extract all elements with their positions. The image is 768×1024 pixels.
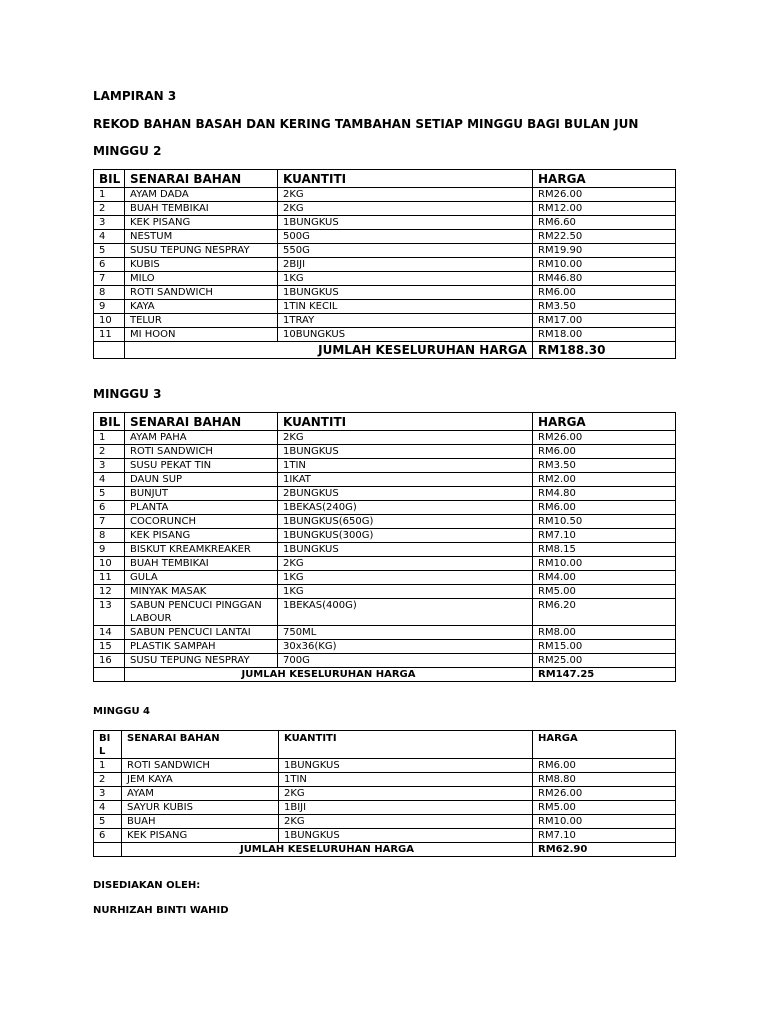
table-row — [94, 258, 676, 272]
cell-item: KEK PISANG — [125, 529, 278, 543]
table-row — [94, 328, 676, 342]
cell-qty: 2KG — [279, 815, 533, 829]
cell-qty: 30x36(KG) — [278, 640, 533, 654]
cell-item: SABUN PENCUCI PINGGAN LABOUR — [125, 599, 278, 626]
cell-bil: 4 — [94, 473, 125, 487]
cell-bil: 1 — [94, 759, 122, 773]
cell-qty: 700G — [278, 654, 533, 668]
total-row — [94, 843, 676, 857]
cell-price: RM26.00 — [533, 188, 676, 202]
cell-price: RM8.80 — [533, 773, 676, 787]
header-bil — [94, 731, 122, 759]
cell-item: MINYAK MASAK — [125, 585, 278, 599]
total-value: RM147.25 — [533, 668, 676, 682]
week2-title: MINGGU 2 — [93, 144, 162, 158]
cell-item: ROTI SANDWICH — [125, 286, 278, 300]
header-bil: BIL — [94, 413, 125, 431]
cell-bil: 14 — [94, 626, 125, 640]
cell-bil: 8 — [94, 529, 125, 543]
table-row — [94, 599, 676, 626]
cell-bil: 13 — [94, 599, 125, 626]
table-header-row — [94, 170, 676, 188]
cell-price: RM10.00 — [533, 557, 676, 571]
cell-price: RM12.00 — [533, 202, 676, 216]
header-item: SENARAI BAHAN — [125, 413, 278, 431]
table-row — [94, 459, 676, 473]
table-row — [94, 501, 676, 515]
cell-price: RM26.00 — [533, 431, 676, 445]
cell-bil: 7 — [94, 272, 125, 286]
cell-bil: 4 — [94, 230, 125, 244]
cell-price: RM25.00 — [533, 654, 676, 668]
cell-item: SAYUR KUBIS — [122, 801, 279, 815]
cell-price: RM6.20 — [533, 599, 676, 626]
cell-bil: 1 — [94, 431, 125, 445]
cell-item: BUAH — [122, 815, 279, 829]
table-row — [94, 829, 676, 843]
cell-qty: 1TIN — [278, 459, 533, 473]
table-row — [94, 473, 676, 487]
table-row — [94, 787, 676, 801]
cell-qty: 1BUNGKUS(300G) — [278, 529, 533, 543]
cell-qty: 1BUNGKUS — [279, 759, 533, 773]
prepared-by-label: DISEDIAKAN OLEH: — [93, 880, 201, 891]
week3-table — [93, 412, 676, 682]
table-row — [94, 202, 676, 216]
table-row — [94, 626, 676, 640]
cell-qty: 750ML — [278, 626, 533, 640]
cell-item: PLANTA — [125, 501, 278, 515]
cell-price: RM46.80 — [533, 272, 676, 286]
week4-table — [93, 730, 676, 857]
cell-qty: 550G — [278, 244, 533, 258]
cell-item: SUSU TEPUNG NESPRAY — [125, 654, 278, 668]
header-price: HARGA — [533, 731, 676, 759]
cell-item: MI HOON — [125, 328, 278, 342]
cell-price: RM6.00 — [533, 759, 676, 773]
cell-item: MILO — [125, 272, 278, 286]
cell-price: RM18.00 — [533, 328, 676, 342]
total-label: JUMLAH KESELURUHAN HARGA — [122, 843, 533, 857]
header-bil: BIL — [94, 170, 125, 188]
cell-price: RM26.00 — [533, 787, 676, 801]
table-row — [94, 314, 676, 328]
cell-bil: 7 — [94, 515, 125, 529]
cell-item: JEM KAYA — [122, 773, 279, 787]
table-row — [94, 272, 676, 286]
cell-bil: 8 — [94, 286, 125, 300]
table-row — [94, 773, 676, 787]
total-label: JUMLAH KESELURUHAN HARGA — [125, 668, 533, 682]
total-value: RM62.90 — [533, 843, 676, 857]
cell-bil: 5 — [94, 487, 125, 501]
table-row — [94, 571, 676, 585]
document-title: REKOD BAHAN BASAH DAN KERING TAMBAHAN SETIAP MINGGU BAGI BULAN JUN — [93, 117, 639, 131]
table-row — [94, 431, 676, 445]
cell-qty: 2BIJI — [278, 258, 533, 272]
cell-qty: 1BUNGKUS — [279, 829, 533, 843]
cell-item: KEK PISANG — [122, 829, 279, 843]
table-row — [94, 286, 676, 300]
cell-bil: 5 — [94, 815, 122, 829]
cell-qty: 1BUNGKUS — [278, 216, 533, 230]
table-row — [94, 640, 676, 654]
total-value: RM188.30 — [533, 342, 676, 359]
table-header-row — [94, 731, 676, 759]
table-row — [94, 445, 676, 459]
cell-item: AYAM DADA — [125, 188, 278, 202]
cell-price: RM15.00 — [533, 640, 676, 654]
cell-qty: 2KG — [278, 431, 533, 445]
cell-qty: 1KG — [278, 272, 533, 286]
cell-price: RM4.80 — [533, 487, 676, 501]
preparer-name: NURHIZAH BINTI WAHID — [93, 905, 229, 916]
cell-price: RM7.10 — [533, 529, 676, 543]
table-row — [94, 230, 676, 244]
total-label: JUMLAH KESELURUHAN HARGA — [125, 342, 533, 359]
cell-bil: 16 — [94, 654, 125, 668]
header-item: SENARAI BAHAN — [122, 731, 279, 759]
cell-item: AYAM — [122, 787, 279, 801]
cell-bil: 2 — [94, 202, 125, 216]
cell-bil: 5 — [94, 244, 125, 258]
cell-price: RM19.90 — [533, 244, 676, 258]
cell-price: RM6.60 — [533, 216, 676, 230]
cell-qty: 1TRAY — [278, 314, 533, 328]
cell-price: RM10.00 — [533, 258, 676, 272]
cell-price: RM4.00 — [533, 571, 676, 585]
header-bil-part1: BI — [99, 733, 111, 744]
table-row — [94, 515, 676, 529]
cell-price: RM2.00 — [533, 473, 676, 487]
cell-qty: 1BIJI — [279, 801, 533, 815]
cell-bil: 6 — [94, 829, 122, 843]
cell-qty: 10BUNGKUS — [278, 328, 533, 342]
cell-price: RM3.50 — [533, 300, 676, 314]
header-price: HARGA — [533, 170, 676, 188]
cell-qty: 1KG — [278, 585, 533, 599]
cell-price: RM7.10 — [533, 829, 676, 843]
cell-qty: 2KG — [278, 557, 533, 571]
header-item: SENARAI BAHAN — [125, 170, 278, 188]
cell-price: RM10.00 — [533, 815, 676, 829]
cell-price: RM6.00 — [533, 286, 676, 300]
cell-qty: 1TIN KECIL — [278, 300, 533, 314]
cell-qty: 1BUNGKUS — [278, 543, 533, 557]
cell-bil: 4 — [94, 801, 122, 815]
total-row — [94, 668, 676, 682]
cell-item: PLASTIK SAMPAH — [125, 640, 278, 654]
cell-bil: 1 — [94, 188, 125, 202]
header-bil-part2: L — [99, 746, 106, 757]
total-row — [94, 342, 676, 359]
cell-price: RM10.50 — [533, 515, 676, 529]
header-qty: KUANTITI — [278, 170, 533, 188]
table-header-row — [94, 413, 676, 431]
table-row — [94, 557, 676, 571]
cell-bil: 9 — [94, 300, 125, 314]
cell-bil: 11 — [94, 571, 125, 585]
cell-bil: 15 — [94, 640, 125, 654]
appendix-label: LAMPIRAN 3 — [93, 89, 177, 103]
cell-qty: 1BUNGKUS — [278, 445, 533, 459]
cell-bil: 3 — [94, 787, 122, 801]
cell-qty: 2KG — [278, 202, 533, 216]
cell-bil: 10 — [94, 557, 125, 571]
cell-qty: 2KG — [278, 188, 533, 202]
cell-bil: 9 — [94, 543, 125, 557]
cell-item: ROTI SANDWICH — [125, 445, 278, 459]
cell-qty: 1BEKAS(240G) — [278, 501, 533, 515]
cell-item: SUSU PEKAT TIN — [125, 459, 278, 473]
table-row — [94, 815, 676, 829]
cell-item: DAUN SUP — [125, 473, 278, 487]
cell-qty: 1IKAT — [278, 473, 533, 487]
table-row — [94, 300, 676, 314]
cell-price: RM17.00 — [533, 314, 676, 328]
cell-item: BISKUT KREAMKREAKER — [125, 543, 278, 557]
cell-qty: 2BUNGKUS — [278, 487, 533, 501]
cell-price: RM6.00 — [533, 501, 676, 515]
cell-qty: 2KG — [279, 787, 533, 801]
header-qty: KUANTITI — [279, 731, 533, 759]
cell-bil: 6 — [94, 258, 125, 272]
cell-item: KEK PISANG — [125, 216, 278, 230]
cell-bil: 2 — [94, 445, 125, 459]
cell-price: RM8.00 — [533, 626, 676, 640]
cell-item: COCORUNCH — [125, 515, 278, 529]
cell-price: RM5.00 — [533, 801, 676, 815]
cell-bil: 10 — [94, 314, 125, 328]
cell-item: ROTI SANDWICH — [122, 759, 279, 773]
week3-title: MINGGU 3 — [93, 387, 162, 401]
cell-bil: 12 — [94, 585, 125, 599]
cell-item: KUBIS — [125, 258, 278, 272]
cell-item: KAYA — [125, 300, 278, 314]
cell-bil: 2 — [94, 773, 122, 787]
cell-item: BUAH TEMBIKAI — [125, 557, 278, 571]
cell-item: SUSU TEPUNG NESPRAY — [125, 244, 278, 258]
cell-item: NESTUM — [125, 230, 278, 244]
cell-bil: 3 — [94, 459, 125, 473]
table-row — [94, 543, 676, 557]
cell-item: AYAM PAHA — [125, 431, 278, 445]
table-row — [94, 216, 676, 230]
table-row — [94, 244, 676, 258]
cell-item: GULA — [125, 571, 278, 585]
cell-qty: 1TIN — [279, 773, 533, 787]
table-row — [94, 188, 676, 202]
table-row — [94, 801, 676, 815]
table-row — [94, 529, 676, 543]
cell-qty: 1BEKAS(400G) — [278, 599, 533, 626]
cell-bil: 6 — [94, 501, 125, 515]
table-row — [94, 759, 676, 773]
cell-price: RM6.00 — [533, 445, 676, 459]
table-row — [94, 585, 676, 599]
cell-qty: 500G — [278, 230, 533, 244]
week2-table — [93, 169, 676, 359]
cell-item: BUAH TEMBIKAI — [125, 202, 278, 216]
week4-title: MINGGU 4 — [93, 706, 151, 717]
cell-qty: 1BUNGKUS(650G) — [278, 515, 533, 529]
cell-item: SABUN PENCUCI LANTAI — [125, 626, 278, 640]
cell-price: RM8.15 — [533, 543, 676, 557]
header-price: HARGA — [533, 413, 676, 431]
cell-price: RM3.50 — [533, 459, 676, 473]
cell-price: RM22.50 — [533, 230, 676, 244]
cell-qty: 1BUNGKUS — [278, 286, 533, 300]
table-row — [94, 487, 676, 501]
cell-qty: 1KG — [278, 571, 533, 585]
header-qty: KUANTITI — [278, 413, 533, 431]
cell-price: RM5.00 — [533, 585, 676, 599]
cell-bil: 11 — [94, 328, 125, 342]
cell-item: BUNJUT — [125, 487, 278, 501]
table-row — [94, 654, 676, 668]
cell-bil: 3 — [94, 216, 125, 230]
cell-item: TELUR — [125, 314, 278, 328]
